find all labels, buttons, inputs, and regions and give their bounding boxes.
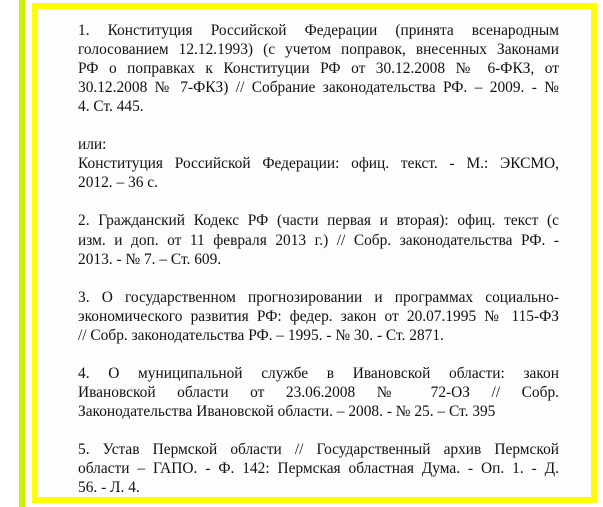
side-accent-bar (19, 0, 25, 507)
text-line: Конституция Российской Федерации: офиц. текст. - М.: ЭКСМО, (78, 155, 559, 173)
text-line: 4. О муниципальной службе в Ивановской области: закон (78, 364, 559, 382)
reference-4 (78, 364, 559, 421)
text-line: голосованием 12.12.1993) (с учетом поправок, внесенных Законами (78, 41, 559, 59)
reference-1-alternative (78, 135, 559, 192)
reference-5 (78, 440, 559, 497)
text-line: Ивановской области от 23.06.2008 № 72-ОЗ // Собр. (78, 383, 559, 401)
text-line: РФ о поправках к Конституции РФ от 30.12.2008 № 6-ФКЗ, от (78, 60, 559, 78)
text-line: 3. О государственном прогнозировании и программах социально- (78, 288, 559, 306)
text-line: 1. Конституция Российской Федерации (принята всенародным (78, 22, 559, 39)
text-line: 56. - Л. 4. (78, 479, 140, 497)
reference-list (78, 21, 559, 497)
reference-3 (78, 288, 559, 345)
text-line: изм. и доп. от 11 февраля 2013 г.) // Собр. законодательства РФ. - (78, 231, 559, 249)
text-line: или: (78, 136, 107, 154)
text-line: Законодательства Ивановской области. – 2008. - № 25. – Ст. 395 (78, 402, 496, 420)
text-line: 2. Гражданский Кодекс РФ (части первая и вторая): офиц. текст (с (78, 212, 559, 230)
reference-1 (78, 21, 559, 116)
text-line: // Собр. законодательства РФ. – 1995. - № 30. - Ст. 2871. (78, 326, 444, 344)
text-line: экономического развития РФ: федер. закон от 20.07.1995 № 115-ФЗ (78, 307, 559, 325)
text-line: 5. Устав Пермской области // Государственный архив Пермской (78, 441, 559, 459)
text-line: 2013. - № 7. – Ст. 609. (78, 250, 222, 268)
reference-2 (78, 211, 559, 268)
text-line: 2012. – 36 с. (78, 174, 158, 192)
text-line: области – ГАПО. - Ф. 142: Пермская областная Дума. - Оп. 1. - Д. (78, 460, 559, 478)
text-line: 30.12.2008 № 7-ФКЗ) // Собрание законодательства РФ. – 2009. - № (78, 79, 559, 97)
text-line: 4. Ст. 445. (78, 98, 144, 116)
